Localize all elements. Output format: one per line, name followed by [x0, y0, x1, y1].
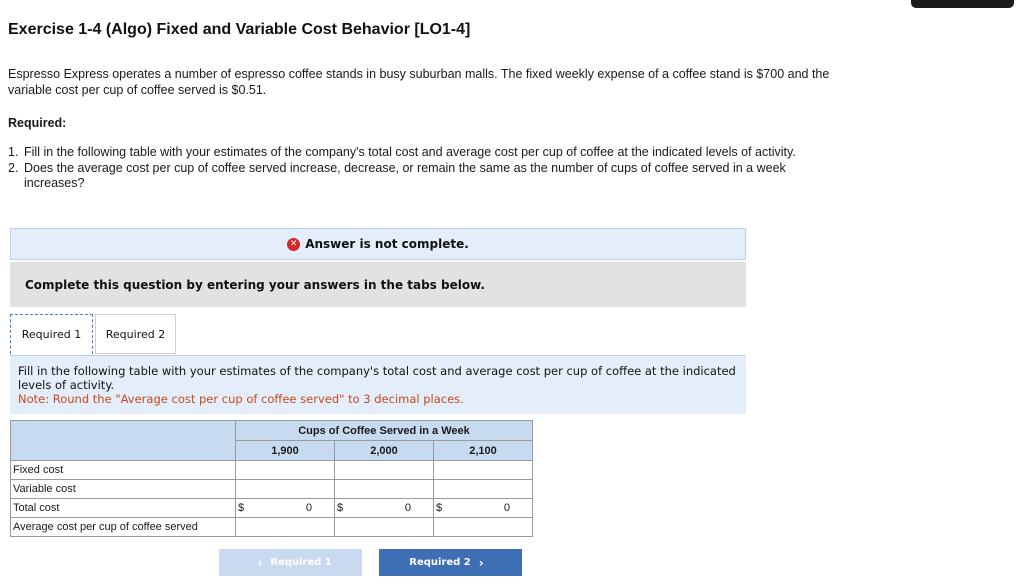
answer-status-text: Answer is not complete.: [305, 237, 469, 251]
total-cost-value: 0: [305, 502, 312, 514]
question-number: 1.: [8, 145, 19, 159]
prev-tab-button[interactable]: [219, 549, 362, 576]
problem-intro: Espresso Express operates a number of espresso coffee stands in busy suburban malls. The fixed weekly expense of a coffee stand is $700 and the variable cost per cup of coffee served is $0.51.: [8, 67, 830, 97]
tab-required-1[interactable]: Required 1: [10, 314, 93, 354]
average-cost-1900-field[interactable]: [236, 518, 334, 536]
instructions-note: Note: Round the "Average cost per cup of coffee served" to 3 decimal places.: [18, 392, 464, 406]
required-heading: Required:: [8, 116, 67, 130]
question-text: Does the average cost per cup of coffee served increase, decrease, or remain the same as the number of cups of coffee served in a week increases?: [24, 160, 786, 190]
fixed-cost-1900-input[interactable]: [236, 461, 335, 480]
instructions-text: Fill in the following table with your estimates of the company's total cost and average cost per cup of coffee at the indicated levels of activity.: [18, 364, 736, 392]
question-list: [8, 145, 828, 192]
question-text: Fill in the following table with your estimates of the company's total cost and average cost per cup of coffee at the indicated levels of activity.: [24, 145, 796, 159]
currency-symbol: $: [436, 502, 443, 514]
top-toolbar-button[interactable]: [911, 0, 1014, 8]
x-circle-icon: ✕: [287, 238, 300, 251]
table-row: [11, 461, 533, 480]
fixed-cost-2000-field[interactable]: [335, 461, 433, 479]
cost-table: [10, 420, 533, 537]
page-title: Exercise 1-4 (Algo) Fixed and Variable Cost Behavior [LO1-4]: [8, 21, 471, 38]
next-tab-label: Required 2: [409, 557, 471, 568]
currency-symbol: $: [337, 502, 344, 514]
column-header: 2,000: [335, 441, 434, 461]
fixed-cost-2000-input[interactable]: [335, 461, 434, 480]
average-cost-2100-input[interactable]: [434, 518, 533, 537]
variable-cost-2100-input[interactable]: [434, 480, 533, 499]
table-corner-header: [11, 421, 236, 461]
variable-cost-2000-input[interactable]: [335, 480, 434, 499]
tab-bar: [10, 314, 176, 355]
fixed-cost-2100-input[interactable]: [434, 461, 533, 480]
tab-required-2[interactable]: Required 2: [95, 314, 176, 354]
total-cost-2000-cell: [335, 499, 434, 518]
table-group-header: Cups of Coffee Served in a Week: [236, 421, 533, 441]
chevron-left-icon: ‹: [257, 555, 263, 570]
question-item: [8, 161, 828, 192]
average-cost-2100-field[interactable]: [434, 518, 532, 536]
next-tab-button[interactable]: [379, 549, 522, 576]
row-label-total-cost: Total cost: [11, 499, 236, 518]
currency-symbol: $: [238, 502, 245, 514]
answer-status-banner: [10, 228, 746, 260]
variable-cost-1900-field[interactable]: [236, 480, 334, 498]
total-cost-2100-cell: [434, 499, 533, 518]
fixed-cost-2100-field[interactable]: [434, 461, 532, 479]
variable-cost-1900-input[interactable]: [236, 480, 335, 499]
question-number: 2.: [8, 160, 19, 175]
variable-cost-2000-field[interactable]: [335, 480, 433, 498]
row-label-variable-cost: Variable cost: [11, 480, 236, 499]
prev-tab-label: Required 1: [270, 557, 332, 568]
average-cost-2000-input[interactable]: [335, 518, 434, 537]
row-label-average-cost: Average cost per cup of coffee served: [11, 518, 236, 537]
complete-question-banner: Complete this question by entering your answers in the tabs below.: [10, 262, 746, 307]
table-row: [11, 518, 533, 537]
total-cost-value: 0: [404, 502, 411, 514]
question-item: [8, 145, 828, 161]
average-cost-2000-field[interactable]: [335, 518, 433, 536]
variable-cost-2100-field[interactable]: [434, 480, 532, 498]
column-header: 2,100: [434, 441, 533, 461]
fixed-cost-1900-field[interactable]: [236, 461, 334, 479]
total-cost-value: 0: [503, 502, 510, 514]
total-cost-1900-cell: [236, 499, 335, 518]
column-header: 1,900: [236, 441, 335, 461]
table-row: [11, 499, 533, 518]
table-row: [11, 480, 533, 499]
average-cost-1900-input[interactable]: [236, 518, 335, 537]
chevron-right-icon: ›: [478, 555, 484, 570]
row-label-fixed-cost: Fixed cost: [11, 461, 236, 480]
instructions-panel: [10, 355, 746, 414]
